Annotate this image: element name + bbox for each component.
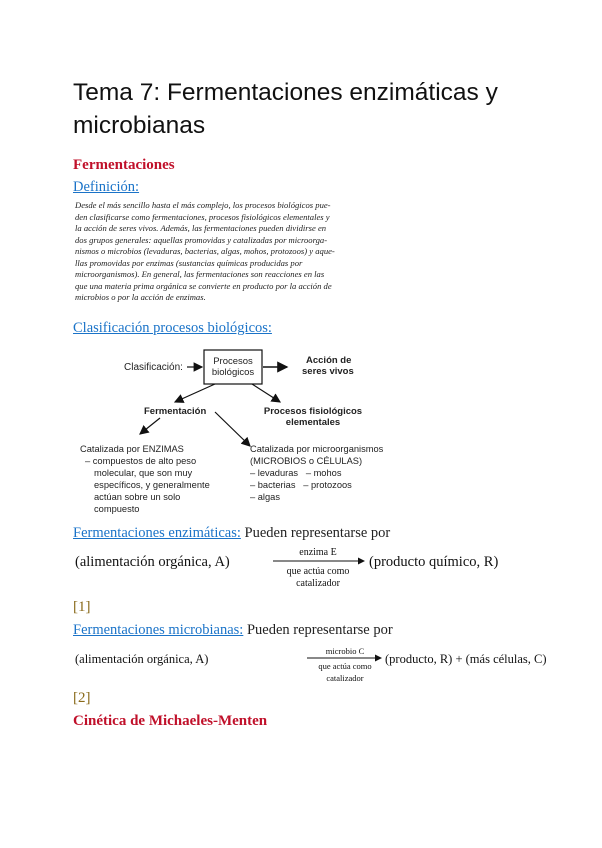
enzimas-line: molecular, que son muy	[94, 468, 193, 478]
fisiologicos-line1: Procesos fisiológicos	[263, 406, 363, 417]
enzymatic-text: Pueden representarse por	[240, 525, 391, 541]
definition-line: la acción de seres vivos. Además, las fermentaciones pueden dividirse en	[75, 223, 327, 233]
definition-line: microbios o por la acción de enzimas.	[75, 292, 206, 302]
equation-microbial	[75, 644, 547, 686]
eq2-above: microbio C	[325, 646, 365, 656]
eq2-right: (producto, R) + (más células, C)	[385, 652, 547, 666]
definition-line: llas promovidas por enzimas (sustancias químicas producidas por	[75, 257, 303, 268]
micro-line: – bacterias – protozoos	[250, 480, 352, 490]
clasificacion-label: Clasificación:	[124, 362, 183, 373]
eq1-left: (alimentación orgánica, A)	[75, 554, 230, 570]
eq2-below2: catalizador	[326, 673, 364, 683]
eq2-left: (alimentación orgánica, A)	[75, 652, 209, 666]
section-heading-fermentaciones: Fermentaciones	[73, 157, 175, 173]
enzimas-line: compuesto	[94, 504, 140, 514]
fisiologicos-line2: elementales	[285, 417, 341, 428]
page-title: Tema 7: Fermentaciones enzimáticas y microbianas	[73, 79, 498, 139]
definition-line: nismos o microbios (levaduras, bacterias, algas, mohos, protozoos) y aque-	[75, 246, 335, 256]
definition-link[interactable]: Definición:	[73, 179, 140, 195]
enzimas-line: específicos, y generalmente	[94, 480, 210, 490]
procesos-line2: biológicos	[211, 367, 255, 378]
enzimas-line: actúan sobre un solo	[94, 492, 181, 502]
definition-line: den clasificarse como fermentaciones, procesos fisiológicos elementales y	[75, 211, 330, 222]
eq2-below1: que actúa como	[318, 661, 372, 671]
procesos-line1: Procesos	[213, 356, 253, 367]
definition-line: Desde el más sencillo hasta el más complejo, los procesos biológicos pue-	[75, 200, 331, 210]
enzymatic-link[interactable]: Fermentaciones enzimáticas:	[73, 525, 241, 541]
eq1-right: (producto químico, R)	[369, 554, 499, 570]
definition-line: dos grupos generales: aquellas promovidas y catalizadas por microorga-	[75, 234, 328, 245]
equation-enzymatic	[75, 545, 499, 593]
microbial-text: Pueden representarse por	[243, 622, 393, 638]
eq1-below2: catalizador	[296, 578, 340, 589]
definition-line: que una materia prima orgánica se convierte en producto por la acción de	[75, 280, 332, 291]
micro-line: Catalizada por microorganismos	[250, 444, 384, 454]
classification-diagram	[80, 342, 410, 512]
definition-line: microorganismos). En general, las fermentaciones son reacciones en las	[75, 269, 325, 279]
fermentacion-label: Fermentación	[144, 406, 207, 417]
micro-line: (MICROBIOS o CÉLULAS)	[250, 456, 363, 466]
accion-line1: Acción de	[306, 355, 352, 366]
enzimas-line: Catalizada por ENZIMAS	[80, 444, 184, 454]
accion-line2: seres vivos	[302, 366, 354, 377]
eq1-above: enzima E	[299, 547, 337, 558]
section-heading-cinetica: Cinética de Michaeles-Menten	[73, 713, 268, 729]
micro-line: – levaduras – mohos	[250, 468, 342, 478]
micro-line: – algas	[250, 492, 280, 502]
enzimas-line: – compuestos de alto peso	[85, 456, 197, 466]
footnote-ref-2[interactable]: [2]	[73, 690, 91, 706]
footnote-ref-1[interactable]: [1]	[73, 599, 91, 615]
microbial-link[interactable]: Fermentaciones microbianas:	[73, 622, 244, 638]
definition-scan-text	[75, 200, 400, 304]
classification-link[interactable]: Clasificación procesos biológicos:	[73, 320, 272, 336]
eq1-below1: que actúa como	[286, 566, 350, 577]
